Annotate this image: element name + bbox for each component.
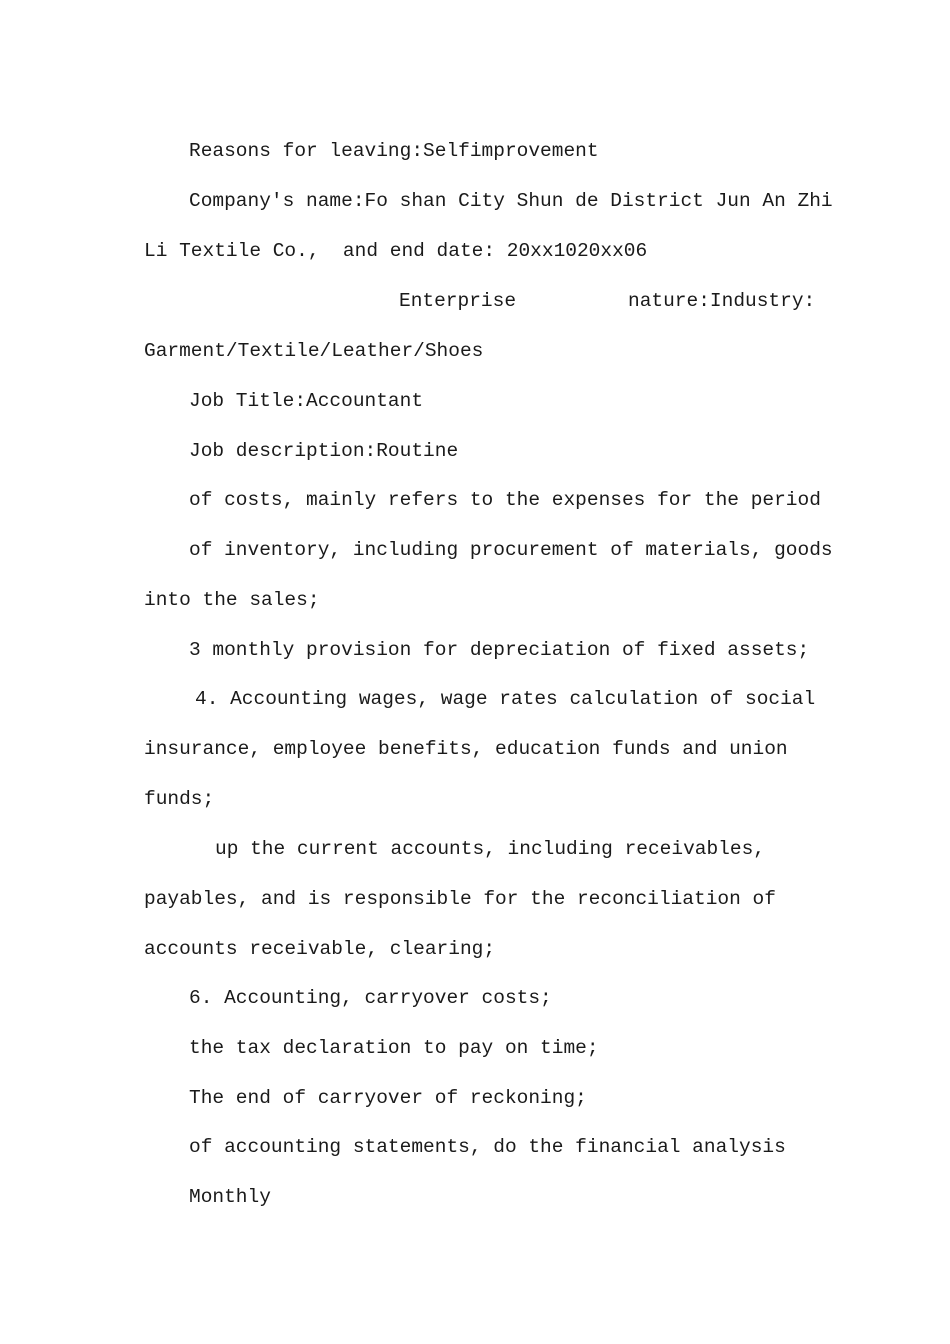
text-line-reasons-for-leaving: Reasons for leaving:Selfimprovement: [189, 140, 599, 162]
text-line-nature-industry: nature:Industry:: [628, 290, 816, 312]
text-line-payables: payables, and is responsible for the reconciliation of: [144, 888, 776, 910]
text-line-inventory: of inventory, including procurement of materials, goods: [189, 539, 833, 561]
text-line-reckoning: The end of carryover of reckoning;: [189, 1087, 587, 1109]
text-line-job-title: Job Title:Accountant: [189, 390, 424, 412]
text-line-costs: of costs, mainly refers to the expenses for the period: [189, 489, 821, 511]
text-line-industry-value: Garment/Textile/Leather/Shoes: [144, 340, 484, 362]
text-line-insurance: insurance, employee benefits, education funds and union: [144, 738, 788, 760]
text-line-current-accounts: up the current accounts, including receivables,: [215, 838, 765, 860]
text-line-tax-declaration: the tax declaration to pay on time;: [189, 1037, 599, 1059]
text-line-company-name-cont: Li Textile Co., and end date: 20xx1020xx06: [144, 240, 648, 262]
text-line-company-name: Company's name:Fo shan City Shun de District Jun An Zhi: [189, 190, 833, 212]
text-line-enterprise: Enterprise: [399, 290, 517, 312]
text-line-monthly: Monthly: [189, 1186, 271, 1208]
text-line-statements: of accounting statements, do the financial analysis: [189, 1136, 786, 1158]
text-line-inventory-cont: into the sales;: [144, 589, 320, 611]
text-line-depreciation: 3 monthly provision for depreciation of fixed assets;: [189, 639, 810, 661]
text-line-carryover-costs: 6. Accounting, carryover costs;: [189, 987, 552, 1009]
text-line-wages: 4. Accounting wages, wage rates calculation of social: [195, 688, 816, 710]
text-line-receivable: accounts receivable, clearing;: [144, 938, 496, 960]
text-line-job-description: Job description:Routine: [189, 440, 459, 462]
text-line-funds: funds;: [144, 788, 215, 810]
